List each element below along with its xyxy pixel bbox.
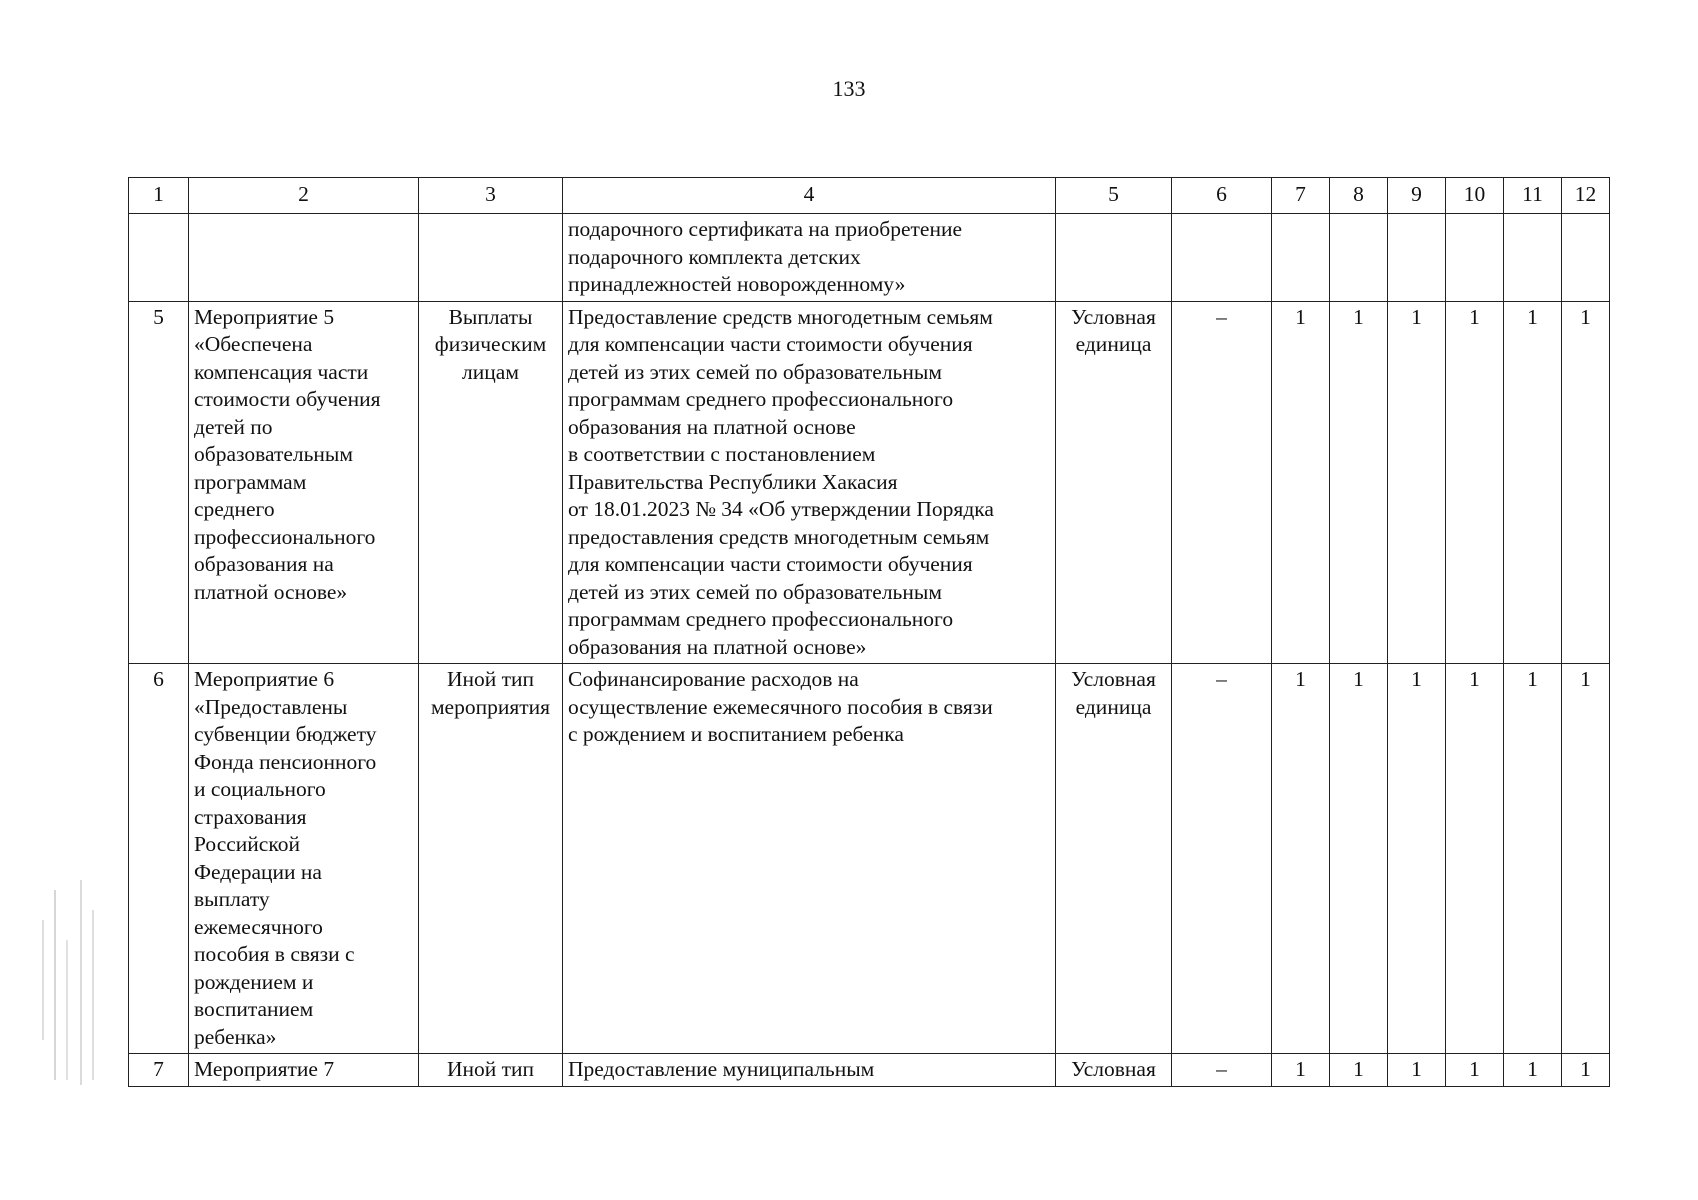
value-col-9: 1 — [1388, 664, 1446, 1054]
measure-name-line: ежемесячного — [194, 914, 323, 939]
measure-type-line: Выплаты — [448, 304, 533, 329]
measure-name-line: детей по — [194, 414, 273, 439]
column-header-11: 11 — [1504, 178, 1562, 214]
measure-name-line: Фонда пенсионного — [194, 749, 377, 774]
row-number: 7 — [129, 1054, 189, 1087]
measure-unit — [1056, 214, 1172, 302]
measure-name-line: Федерации на — [194, 859, 322, 884]
measure-description — [563, 214, 1056, 302]
measure-name-line: субвенции бюджету — [194, 722, 377, 746]
measure-name-line: среднего — [194, 497, 275, 521]
measure-description-line: подарочного сертификата на приобретение — [568, 217, 963, 241]
measure-name — [189, 214, 419, 302]
measure-description-line: осуществление ежемесячного пособия в связи — [568, 694, 993, 719]
measure-name-line: пособия в связи с — [194, 942, 355, 966]
value-col-7 — [1272, 214, 1330, 302]
value-col-10: 1 — [1446, 1054, 1504, 1087]
measure-unit — [1056, 1054, 1172, 1087]
page-number: 133 — [832, 76, 866, 101]
measure-description-line: образования на платной основе — [568, 414, 856, 439]
measure-type — [419, 1054, 563, 1087]
column-header-2: 2 — [189, 178, 419, 214]
measure-description-line: Софинансирование расходов на — [568, 667, 859, 691]
column-header-9: 9 — [1388, 178, 1446, 214]
measure-name-line: программам — [194, 469, 307, 494]
column-header-7: 7 — [1272, 178, 1330, 214]
value-col-7: 1 — [1272, 664, 1330, 1054]
measure-type-line: Иной тип — [446, 1057, 535, 1081]
measure-type — [419, 214, 563, 302]
measure-description-line: детей из этих семей по образовательным — [568, 359, 942, 384]
header-row — [129, 178, 1610, 214]
measure-unit-line: Условная — [1071, 304, 1156, 329]
measure-unit — [1056, 664, 1172, 1054]
value-col-8 — [1330, 214, 1388, 302]
column-header-5: 5 — [1056, 178, 1172, 214]
table-row — [129, 301, 1610, 664]
measure-description-line: предоставления средств многодетным семьям — [568, 524, 990, 549]
measure-description-line: принадлежностей новорожденному» — [568, 272, 906, 296]
measure-description-line: от 18.01.2023 № 34 «Об утверждении Порядка — [568, 497, 994, 521]
value-col-12 — [1562, 214, 1610, 302]
value-col-11 — [1504, 214, 1562, 302]
value-col-10 — [1446, 214, 1504, 302]
measure-type-line: Иной тип — [446, 667, 535, 691]
value-col-10: 1 — [1446, 301, 1504, 664]
column-header-6: 6 — [1172, 178, 1272, 214]
value-col-8: 1 — [1330, 664, 1388, 1054]
measure-name-line: Мероприятие 7 — [194, 1057, 335, 1081]
measure-description — [563, 301, 1056, 664]
measure-name-line: платной основе» — [194, 579, 348, 604]
value-col-8: 1 — [1330, 1054, 1388, 1087]
measure-name-line: образования на — [194, 552, 334, 576]
scan-artifact — [34, 880, 104, 1090]
measure-name-line: образовательным — [194, 442, 353, 466]
value-col-9 — [1388, 214, 1446, 302]
measure-description-line: для компенсации части стоимости обучения — [568, 332, 973, 356]
measure-name-line: Российской — [194, 832, 300, 856]
measure-name-line: страхования — [194, 804, 307, 829]
measure-name-line: Мероприятие 6 — [194, 667, 335, 691]
measure-type — [419, 301, 563, 664]
measure-name — [189, 1054, 419, 1087]
measure-description-line: с рождением и воспитанием ребенка — [568, 722, 904, 746]
measure-name-line: «Обеспечена — [194, 332, 313, 356]
measure-name-line: компенсация части — [194, 359, 369, 384]
column-header-12: 12 — [1562, 178, 1610, 214]
measure-name-line: профессионального — [194, 524, 376, 549]
value-col-9: 1 — [1388, 301, 1446, 664]
measure-type-line: мероприятия — [430, 694, 551, 719]
measure-type — [419, 664, 563, 1054]
value-col-12: 1 — [1562, 664, 1610, 1054]
column-6-value: – — [1172, 1054, 1272, 1087]
value-col-11: 1 — [1504, 301, 1562, 664]
column-6-value — [1172, 214, 1272, 302]
measure-name-line: воспитанием — [194, 997, 314, 1021]
measure-type-line: лицам — [462, 359, 519, 384]
measure-description-line: программам среднего профессионального — [568, 387, 954, 411]
column-6-value: – — [1172, 664, 1272, 1054]
measure-description-line: Предоставление средств многодетным семьям — [568, 304, 993, 329]
value-col-7: 1 — [1272, 1054, 1330, 1087]
measure-description — [563, 664, 1056, 1054]
value-col-7: 1 — [1272, 301, 1330, 664]
table-row — [129, 214, 1610, 302]
value-col-11: 1 — [1504, 1054, 1562, 1087]
measure-unit-line: Условная — [1071, 667, 1156, 691]
column-header-1: 1 — [129, 178, 189, 214]
table-row — [129, 1054, 1610, 1087]
measure-name — [189, 664, 419, 1054]
measure-description — [563, 1054, 1056, 1087]
measure-unit-line: единица — [1075, 694, 1152, 719]
column-6-value: – — [1172, 301, 1272, 664]
row-number: 6 — [129, 664, 189, 1054]
measure-name-line: рождением и — [194, 969, 314, 994]
measure-description-line: для компенсации части стоимости обучения — [568, 552, 973, 576]
measure-name-line: и социального — [194, 777, 326, 801]
measure-name — [189, 301, 419, 664]
measure-name-line: Мероприятие 5 — [194, 304, 335, 329]
row-number — [129, 214, 189, 302]
row-number: 5 — [129, 301, 189, 664]
value-col-12: 1 — [1562, 1054, 1610, 1087]
column-header-10: 10 — [1446, 178, 1504, 214]
measure-description-line: детей из этих семей по образовательным — [568, 579, 942, 604]
column-header-8: 8 — [1330, 178, 1388, 214]
measure-description-line: программам среднего профессионального — [568, 607, 954, 631]
measure-type-line: физическим — [434, 332, 547, 356]
column-header-3: 3 — [419, 178, 563, 214]
measure-unit-line: единица — [1075, 332, 1152, 356]
measure-description-line: образования на платной основе» — [568, 634, 867, 659]
column-header-4: 4 — [563, 178, 1056, 214]
measure-description-line: в соответствии с постановлением — [568, 442, 876, 466]
measure-description-line: Предоставление муниципальным — [568, 1057, 875, 1081]
measure-unit-line: Условная — [1071, 1057, 1156, 1081]
measure-description-line: Правительства Республики Хакасия — [568, 469, 898, 494]
table-body — [129, 214, 1610, 1087]
measure-name-line: ребенка» — [194, 1024, 277, 1049]
measure-name-line: «Предоставлены — [194, 694, 348, 719]
value-col-12: 1 — [1562, 301, 1610, 664]
value-col-8: 1 — [1330, 301, 1388, 664]
value-col-9: 1 — [1388, 1054, 1446, 1087]
table-row — [129, 664, 1610, 1054]
value-col-11: 1 — [1504, 664, 1562, 1054]
measure-unit — [1056, 301, 1172, 664]
measure-description-line: подарочного комплекта детских — [568, 244, 861, 269]
measure-name-line: стоимости обучения — [194, 387, 381, 411]
measures-table — [128, 177, 1610, 1087]
measure-name-line: выплату — [194, 887, 270, 911]
value-col-10: 1 — [1446, 664, 1504, 1054]
